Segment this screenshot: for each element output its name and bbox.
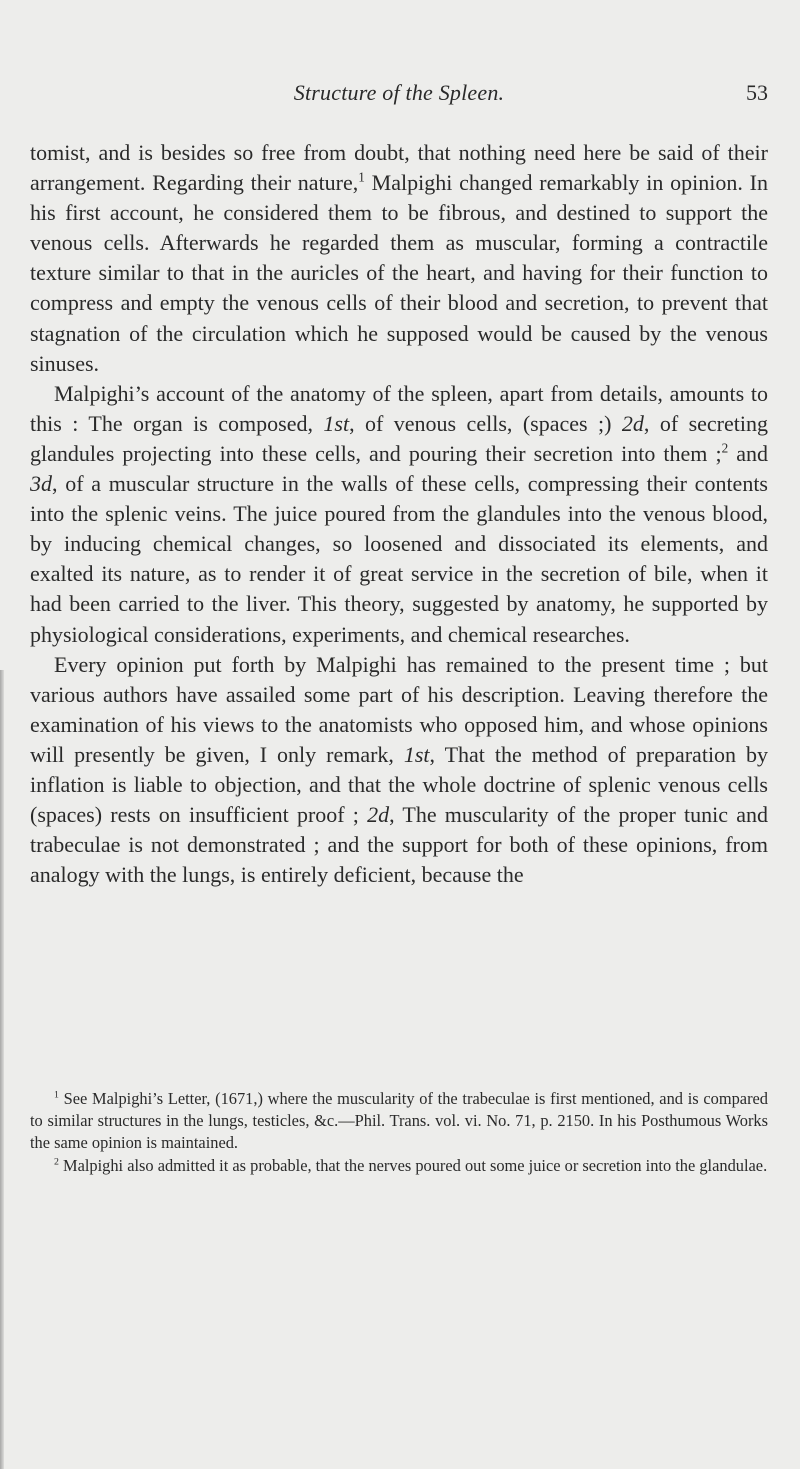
- footnote-ref-2: 2: [721, 440, 729, 456]
- footnote-1: $^1$ See Malpighi’s Letter, (1671,) where the muscularity of the trabeculae is first mentioned, and is compared to similar structures in the lungs, testicles, &c.—Phil. Trans. vol. vi. No. 71, p. 2150. In his Posthumous Works the same opinion is maintained.: [30, 1089, 768, 1153]
- footnote-mark: 2: [54, 1156, 59, 1168]
- paragraph-1: tomist, and is besides so free from doubt, that nothing need here be said of their arrangement. Regarding their nature,$^1$ Malpighi changed remarkably in opinion. In his first account, he considered them to be fibrous, and destined to support the venous cells. Afterwards he regarded them as muscular, forming a contractile texture similar to that in the auricles of the heart, and having for their function to compress and empty the venous cells of their blood and secretion, to prevent that stagnation of the circulation which he supposed would be caused by the venous sinuses.: [30, 140, 768, 376]
- paragraph-3: Every opinion put forth by Malpighi has remained to the present time ; but various authors have assailed some part of his description. Leaving therefore the examination of his views to the anatomists who opposed him, and whose opinions will presently be given, I only remark, 1st, That the method of preparation by inflation is liable to objection, and that the whole doctrine of splenic venous cells (spaces) rests on insufficient proof ; 2d, The muscularity of the proper tunic and trabeculae is not demonstrated ; and the support for both of these opinions, from analogy with the lungs, is entirely deficient, because the: [30, 651, 768, 888]
- footnote-ref-1: 1: [358, 169, 365, 185]
- binding-shadow: [0, 670, 4, 1469]
- footnote-2: $^2$ Malpighi also admitted it as probable, that the nerves poured out some juice or secretion into the glandulae.: [54, 1155, 768, 1175]
- body-text: [30, 138, 768, 890]
- running-head: Structure of the Spleen.: [293, 80, 505, 105]
- footnote-mark: 1: [54, 1089, 59, 1101]
- page-header: [30, 80, 768, 110]
- paragraph-2: Malpighi’s account of the anatomy of the spleen, apart from details, amounts to this : The organ is composed, 1st, of venous cells, (spaces ;) 2d, of secreting glandules projecting into these cells, and pouring their secretion into them ;$^2$ and 3d, of a muscular structure in the walls of these cells, compressing their contents into the splenic veins. The juice poured from the glandules into the venous blood, by inducing chemical changes, so loosened and dissociated its elements, and exalted its nature, as to render it of great service in the secretion of bile, when it had been carried to the liver. This theory, suggested by anatomy, he supported by physiological considerations, experiments, and chemical researches.: [30, 380, 768, 647]
- page-number: 53: [746, 80, 768, 105]
- footnotes: [30, 1088, 768, 1177]
